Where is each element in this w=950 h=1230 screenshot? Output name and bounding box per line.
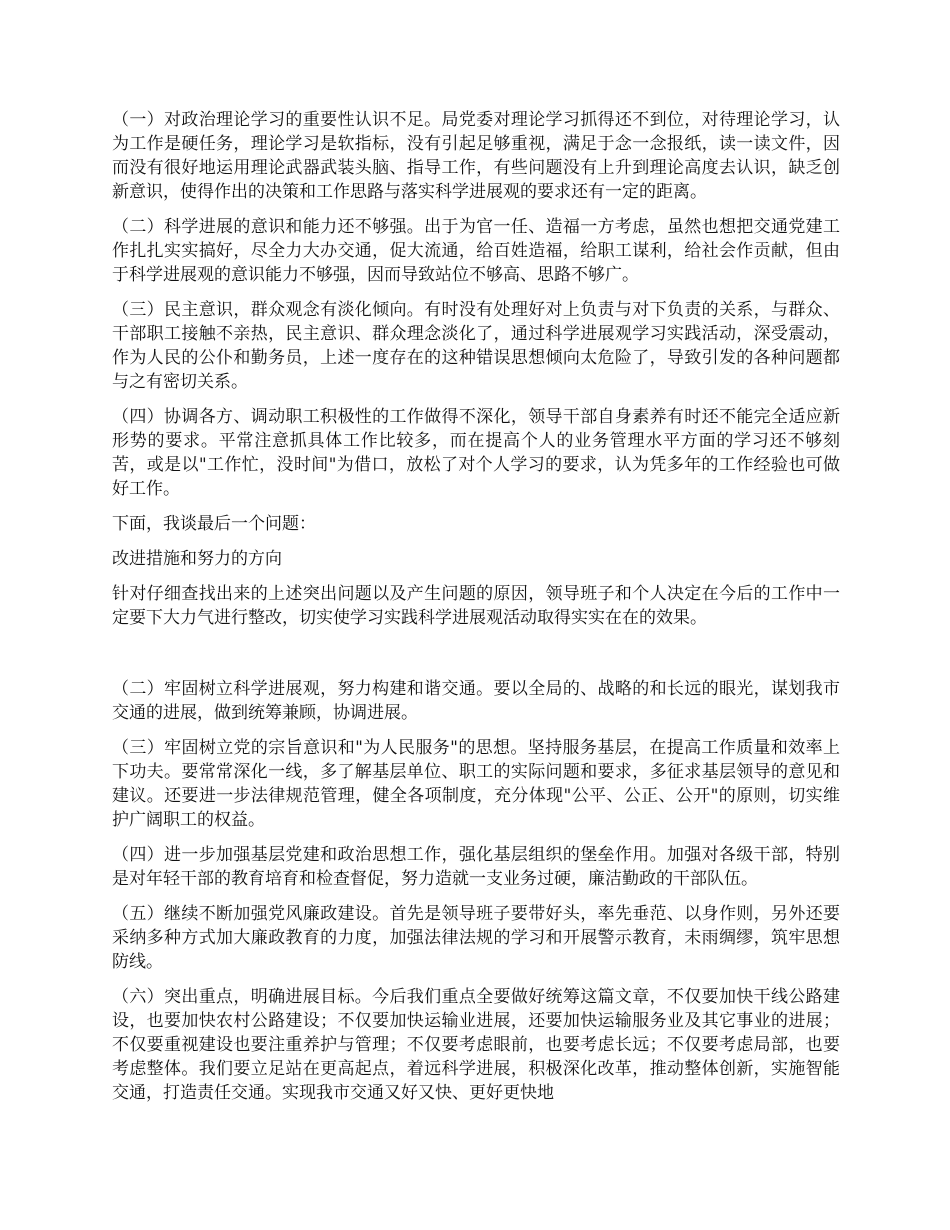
paragraph-problem-2: （二）科学进展的意识和能力还不够强。出于为官一任、造福一方考虑，虽然也想把交通党建工作扎扎实实搞好，尽全力大办交通，促大流通，给百姓造福，给职工谋利，给社会作贡献，但由于科学进展观的意识能力不够强，因而导致站位不够高、思路不够广。: [112, 217, 840, 285]
paragraph-measure-2: （二）牢固树立科学进展观，努力构建和谐交通。要以全局的、战略的和长远的眼光，谋划我市交通的进展，做到统筹兼顾，协调进展。: [112, 679, 840, 723]
paragraph-transition: 下面，我谈最后一个问题：: [112, 514, 316, 534]
paragraph-measure-3: （三）牢固树立党的宗旨意识和"为人民服务"的思想。坚持服务基层，在提高工作质量和效率上下功夫。要常常深化一线，多了解基层单位、职工的实际问题和要求，多征求基层领导的意见和建议。还要进一步法律规范管理，健全各项制度，充分体现"公平、公正、公开"的原则，切实维护广阔职工的权益。: [112, 738, 840, 830]
document-page: [112, 108, 840, 1116]
paragraph-problem-1: （一）对政治理论学习的重要性认识不足。局党委对理论学习抓得还不到位，对待理论学习，认为工作是硬任务，理论学习是软指标，没有引起足够重视，满足于念一念报纸，读一读文件，因而没有很好地运用理论武器武装头脑、指导工作，有些问题没有上升到理论高度去认识，缺乏创新意识，使得作出的决策和工作思路与落实科学进展观的要求还有一定的距离。: [112, 110, 840, 202]
paragraph-measure-5: （五）继续不断加强党风廉政建设。首先是领导班子要带好头，率先垂范、以身作则，另外还要采纳多种方式加大廉政教育的力度，加强法律法规的学习和开展警示教育，未雨绸缪，筑牢思想防线。: [112, 904, 840, 972]
paragraph-problem-4: （四）协调各方、调动职工积极性的工作做得不深化，领导干部自身素养有时还不能完全适应新形势的要求。平常注意抓具体工作比较多，而在提高个人的业务管理水平方面的学习还不够刻苦，或是以"工作忙，没时间"为借口，放松了对个人学习的要求，认为凭多年的工作经验也可做好工作。: [112, 407, 840, 499]
paragraph-intro-measures: 针对仔细查找出来的上述突出问题以及产生问题的原因，领导班子和个人决定在今后的工作中一定要下大力气进行整改，切实使学习实践科学进展观活动取得实实在在的效果。: [112, 584, 840, 628]
paragraph-measure-6: （六）突出重点，明确进展目标。今后我们重点全要做好统筹这篇文章，不仅要加快干线公路建设，也要加快农村公路建设；不仅要加快运输业进展，还要加快运输服务业及其它事业的进展；不仅要重视建设也要注重养护与管理；不仅要考虑眼前，也要考虑长远；不仅要考虑局部，也要考虑整体。我们要立足站在更高起点，着远科学进展，积极深化改革，推动整体创新，实施智能交通，打造责任交通。实现我市交通又好又快、更好更快地: [112, 987, 840, 1103]
blank-gap: [112, 641, 840, 677]
section-heading: 改进措施和努力的方向: [112, 549, 282, 569]
paragraph-problem-3: （三）民主意识，群众观念有淡化倾向。有时没有处理好对上负责与对下负责的关系，与群众、干部职工接触不亲热，民主意识、群众理念淡化了，通过科学进展观学习实践活动，深受震动，作为人民的公仆和勤务员，上述一度存在的这种错误思想倾向太危险了，导致引发的各种问题都与之有密切关系。: [112, 300, 840, 392]
paragraph-measure-4: （四）进一步加强基层党建和政治思想工作，强化基层组织的堡垒作用。加强对各级干部，特别是对年轻干部的教育培育和检查督促，努力造就一支业务过硬，廉洁勤政的干部队伍。: [112, 845, 840, 889]
